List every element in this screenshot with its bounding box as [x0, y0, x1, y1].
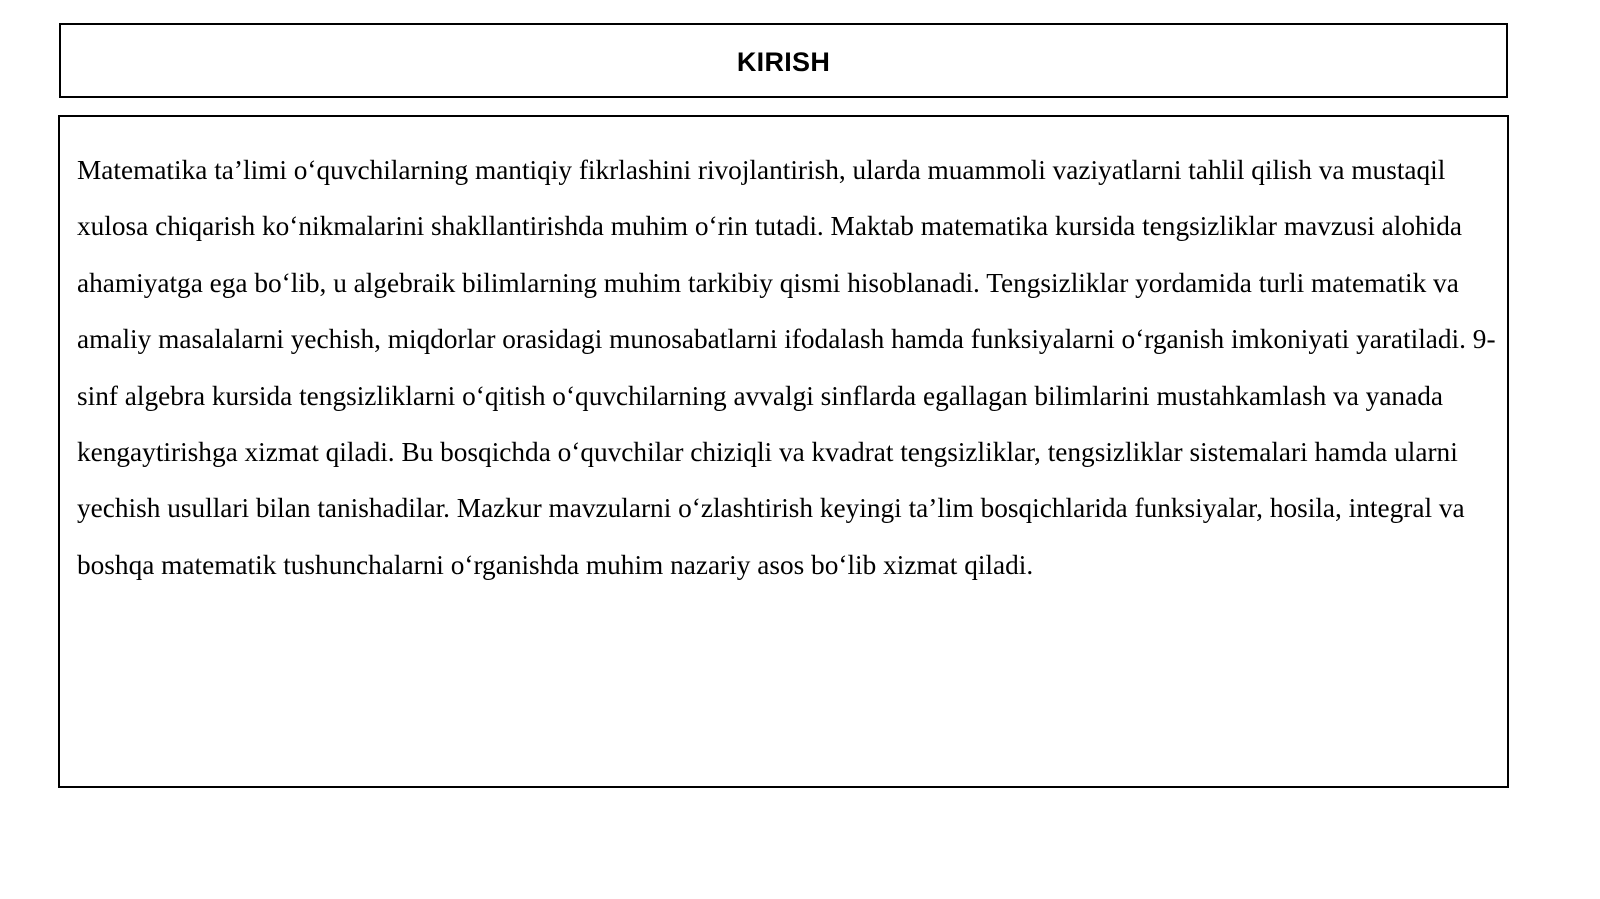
intro-paragraph: Matematika ta’limi o‘quvchilarning mantiqiy fikrlashini rivojlantirish, ularda muammoli vaziyatlarni tahlil qilish va mustaqil xulosa chiqarish ko‘nikmalarini shakllantirishda muhim o‘rin tutadi. Maktab matematika kursida tengsizliklar mavzusi alohida ahamiyatga ega bo‘lib, u algebraik bilimlarning muhim tarkibiy qismi hisoblanadi. Tengsizliklar yordamida turli matematik va amaliy masalalarni yechish, miqdorlar orasidagi munosabatlarni ifodalash hamda funksiyalarni o‘rganish imkoniyati yaratiladi. 9-sinf algebra kursida tengsizliklarni o‘qitish o‘quvchilarning avvalgi sinflarda egallagan bilimlarini mustahkamlash va yanada kengaytirishga xizmat qiladi. Bu bosqichda o‘quvchilar chiziqli va kvadrat tengsizliklar, tengsizliklar sistemalari hamda ularni yechish usullari bilan tanishadilar. Mazkur mavzularni o‘zlashtirish keyingi ta’lim bosqichlarida funksiyalar, hosila, integral va boshqa matematik tushunchalarni o‘rganishda muhim nazariy asos bo‘lib xizmat qiladi. — [77, 155, 1496, 580]
page-title: KIRISH — [736, 47, 831, 77]
title-box — [59, 23, 1508, 98]
content-box — [58, 115, 1509, 788]
